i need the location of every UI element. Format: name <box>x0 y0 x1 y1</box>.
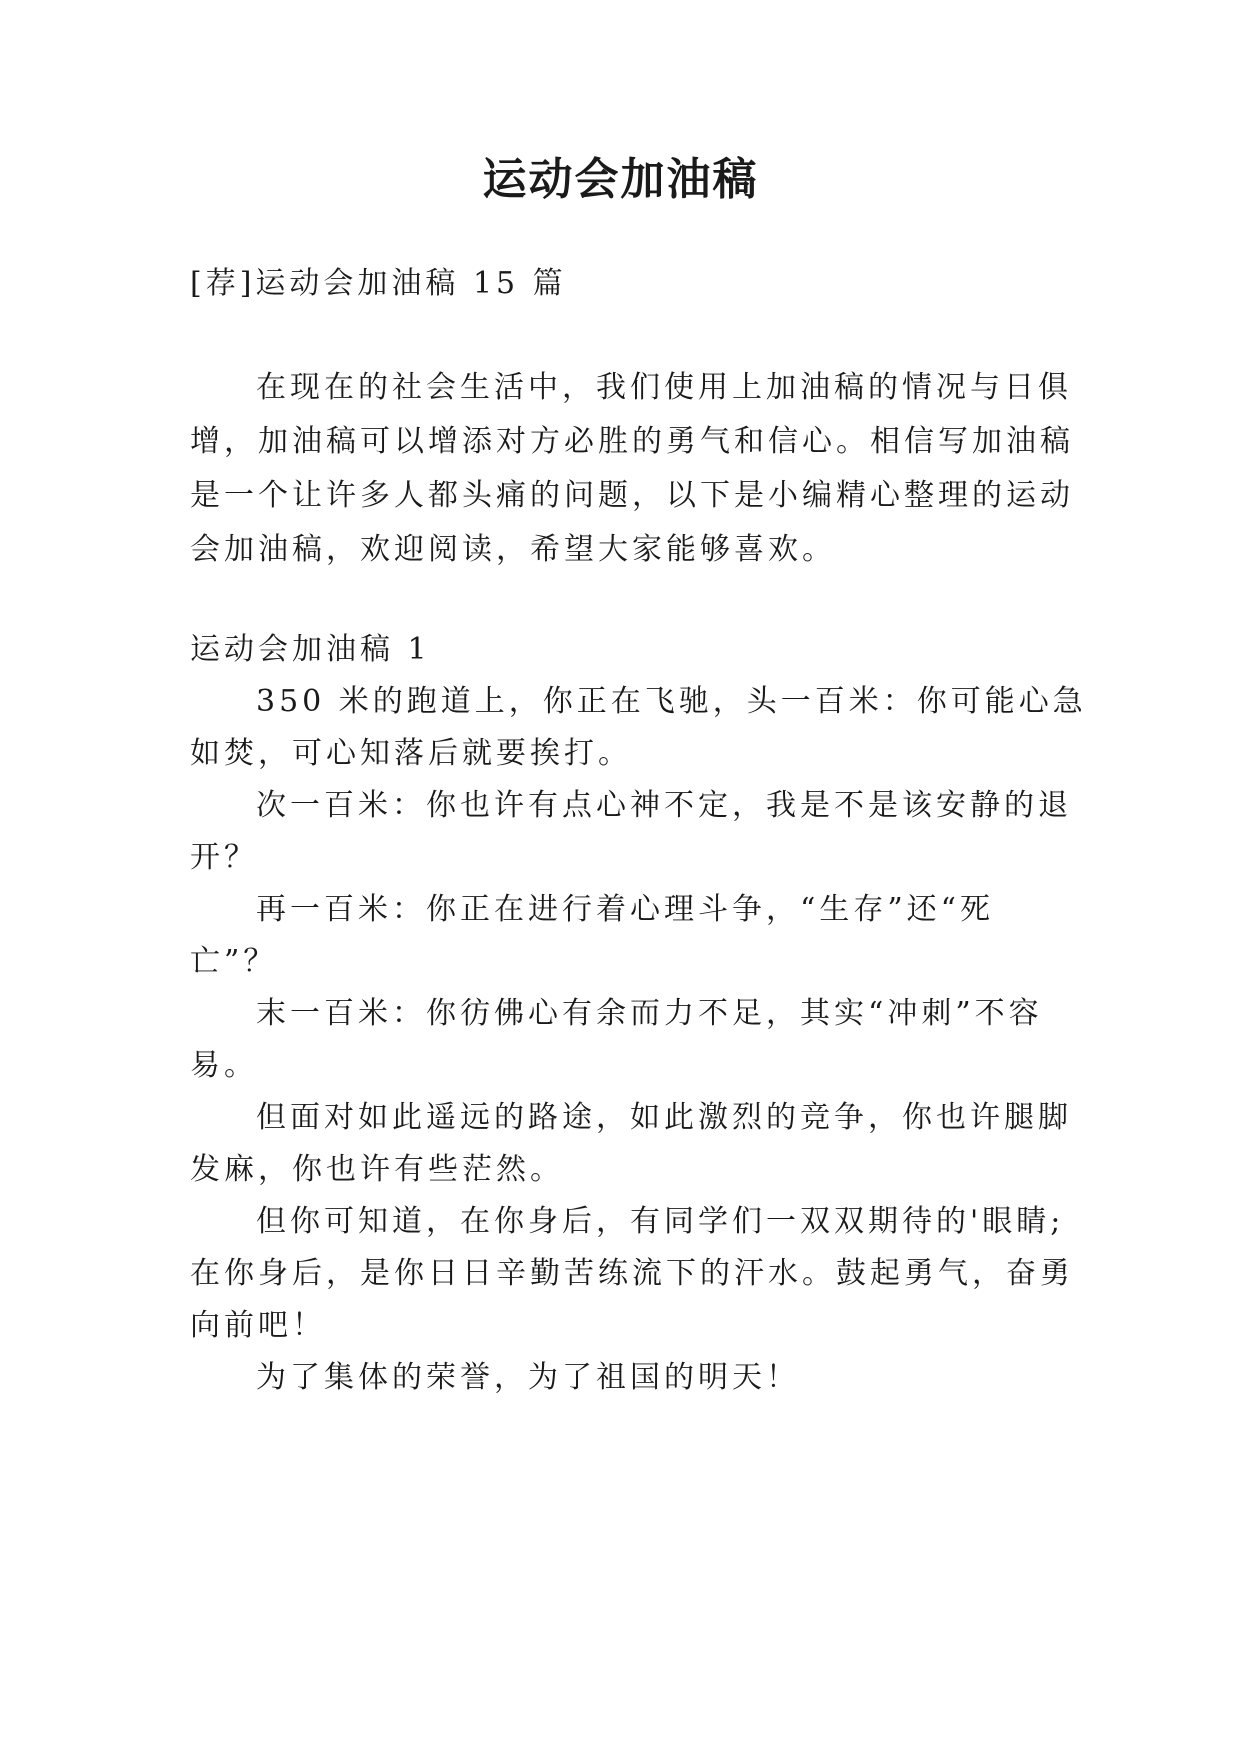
body-line: 在你身后，是你日日辛勤苦练流下的汗水。鼓起勇气，奋勇 <box>190 1256 1074 1291</box>
body-line: 亡”？ <box>190 944 278 979</box>
body-line: 易。 <box>190 1048 258 1083</box>
body-line: 再一百米：你正在进行着心理斗争，“生存”还“死 <box>256 892 995 927</box>
body-line: 350 米的跑道上，你正在飞驰，头一百米：你可能心急 <box>256 684 1087 719</box>
page-title: 运动会加油稿 <box>482 154 759 205</box>
body-line: 向前吧！ <box>190 1308 326 1343</box>
body-line: 但面对如此遥远的路途，如此激烈的竞争，你也许腿脚 <box>256 1100 1072 1135</box>
intro-line: 在现在的社会生活中，我们使用上加油稿的情况与日俱 <box>256 370 1072 405</box>
body-line: 为了集体的荣誉，为了祖国的明天！ <box>256 1360 800 1395</box>
body-line: 但你可知道，在你身后，有同学们一双双期待的'眼睛; <box>256 1204 1065 1239</box>
body-line: 开？ <box>190 840 258 875</box>
body-line: 如焚，可心知落后就要挨打。 <box>190 736 632 771</box>
intro-line: 增，加油稿可以增添对方必胜的勇气和信心。相信写加油稿 <box>190 424 1074 459</box>
intro-line: 会加油稿，欢迎阅读，希望大家能够喜欢。 <box>190 532 836 567</box>
intro-line: 是一个让许多人都头痛的问题，以下是小编精心整理的运动 <box>190 478 1074 513</box>
section-heading: 运动会加油稿 1 <box>190 632 431 667</box>
body-line: 发麻，你也许有些茫然。 <box>190 1152 564 1187</box>
body-line: 次一百米：你也许有点心神不定，我是不是该安静的退 <box>256 788 1072 823</box>
body-line: 末一百米：你彷佛心有余而力不足，其实“冲刺”不容 <box>256 996 1043 1031</box>
subtitle: [荐]运动会加油稿 15 篇 <box>190 266 567 301</box>
